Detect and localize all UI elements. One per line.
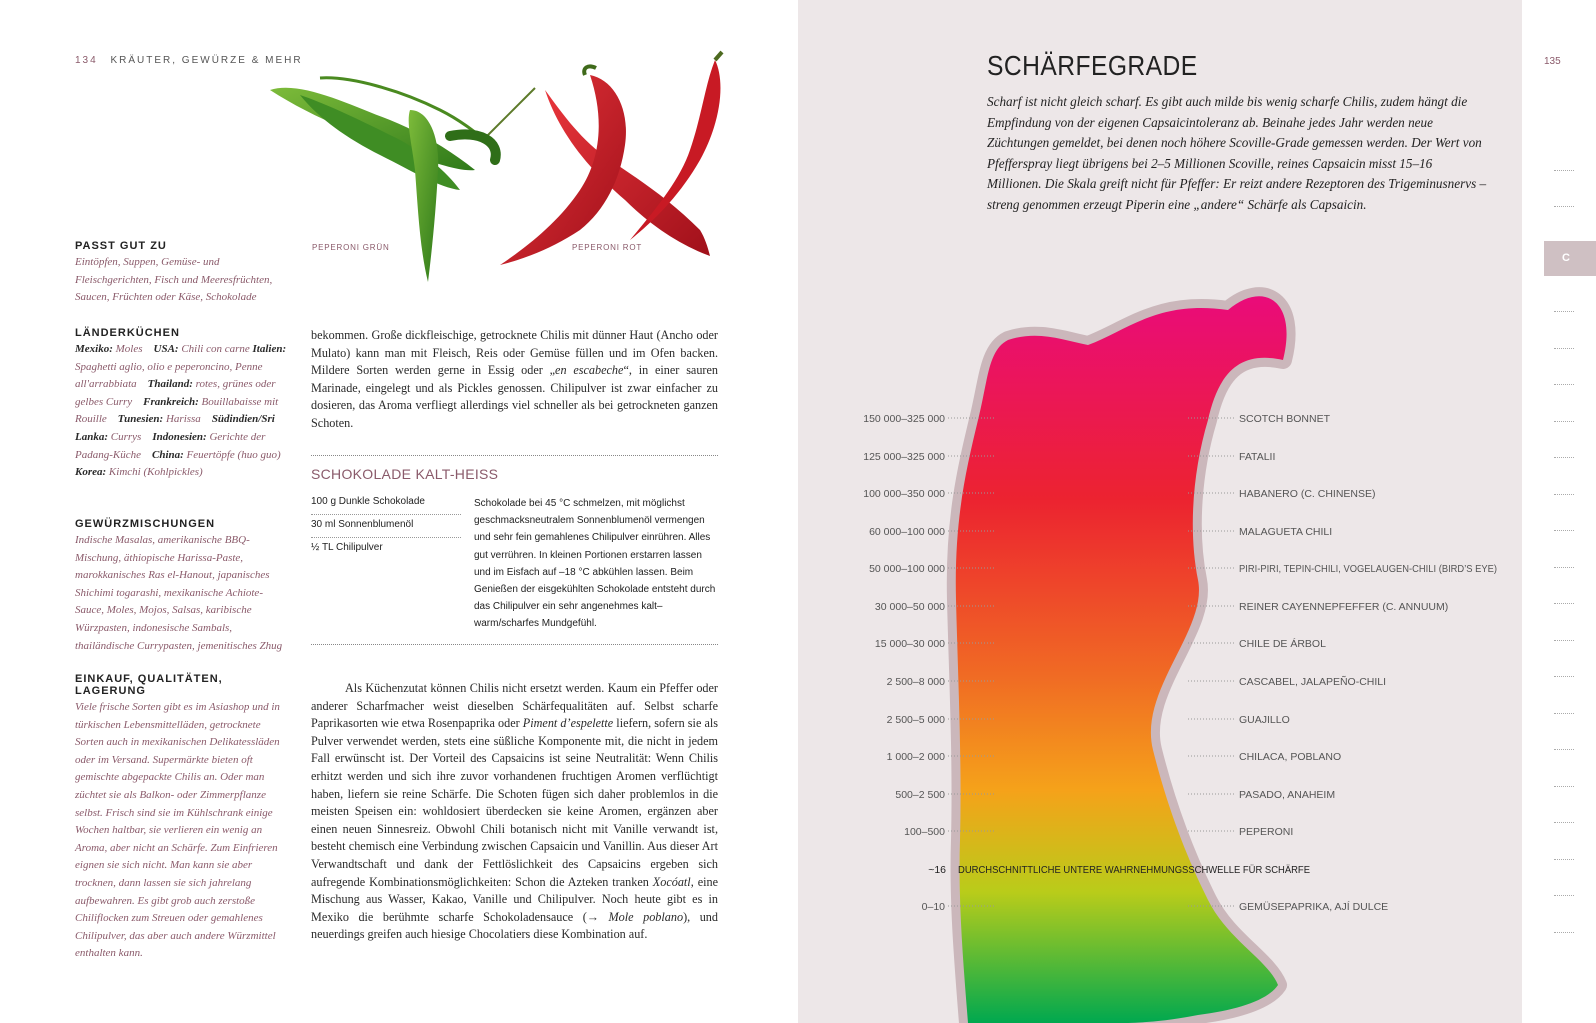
chili-variety-label: CASCABEL, JALAPEÑO-CHILI: [1239, 676, 1387, 688]
peppers-photo: [260, 50, 780, 290]
passt-body: Eintöpfen, Suppen, Gemüse- und Fleischgerichten, Fisch und Meeresfrüchten, Saucen, Früchten oder Käse, Schokolade: [75, 256, 273, 304]
laender-dish: Spaghetti aglio, olio e peperoncino, Penne all'arrabbiata: [75, 360, 263, 391]
ingredient-list: [311, 492, 461, 560]
thumb-index-tick: [1554, 567, 1574, 568]
chili-variety-label: PEPERONI: [1239, 826, 1294, 838]
right-margin: [1522, 0, 1596, 1023]
para2-text-b: liefern, sofern sie als Pulver verwendet werden, stets eine süßliche Komponente mit, die nicht in jedem Fall erwünscht ist. Der Vorteil des Capsaicins ist seine Neutralität: Wenn Chilis erhitzt werden und sich ihre zuvor vorhandenen fruchtigen Aromen verflüchtigt haben, liefern sie reine Schärfe. Die Schoten fügen sich daher problemlos in die meisten Speisen ein: wohldosiert überdecken sie keine Aromen, ergänzen aber einen neuen Sinnesreiz. Obwohl Chili botanisch nicht mit Vanille verwandt ist, besteht chemisch eine Verbindung zwischen Capsaicin und Vanillin. Aus dieser Art Verwandtschaft und dank der Fettlöslichkeit des Capsaicins ergeben sich aufregende Kombinationsmöglichkeiten: Schon die Azteken tranken: [311, 716, 718, 889]
scoville-range-label: 30 000–50 000: [874, 601, 945, 613]
intro-text: Scharf ist nicht gleich scharf. Es gibt auch milde bis wenig scharfe Chilis, zudem hängt die Empfindung von der eigenen Capsaicintoleranz ab. Beinahe jedes Jahr werden neue Züchtungen gemeldet, bei denen noch höhere Scoville-Grade gemessen werden. Der Wert von Pfefferspray liegt übrigens bei 2–5 Millionen Scoville, reines Capsaicin misst 15–16 Millionen. Die Skala greift nicht für Pfeffer: Er reizt andere Rezeptoren des Trigeminusnervs – streng genommen erzeugt Piperin eine „andere“ Schärfe als Capsaicin.: [987, 94, 1487, 212]
divider-bottom: [311, 644, 718, 645]
page-number-left: 134: [75, 55, 98, 66]
para1-text-a: bekommen. Große dickfleischige, getrocknete Chilis mit dünner Haut (Ancho oder Mulato) kann man mit Fleisch, Reis oder Gemüse füllen und im Ofen backen. Mildere Sorten werden gerne in Essig oder „: [311, 328, 718, 378]
chili-variety-label: PASADO, ANAHEIM: [1239, 789, 1336, 801]
thumb-index-tick: [1554, 530, 1574, 531]
para1-italic: en escabeche: [555, 363, 624, 378]
laender-body: [75, 341, 290, 482]
scoville-range-label: 0–10: [921, 901, 945, 913]
scoville-range-label: 150 000–325 000: [863, 413, 945, 425]
chili-silhouette-icon: [956, 296, 1287, 1023]
laender-region: Frankreich:: [143, 395, 199, 408]
laender-region: Indonesien:: [152, 430, 207, 443]
laender-dish: Gerichte der Padang-Küche: [75, 430, 266, 461]
recipe-text: Schokolade bei 45 °C schmelzen, mit möglichst geschmacksneutralem Sonnenblumenöl vermengen und sehr fein gemahlenes Chilipulver einrühren. Alles gut verrühren. In kleinen Portionen erstarren lassen und im Eisfach auf –18 °C abkühlen lassen. Beim Genießen der eisgekühlten Schokolade entsteht durch das Chilipulver ein sehr angenehmes kalt–warm/scharfes Mundgefühl.: [474, 498, 716, 630]
chapter-tab[interactable]: C: [1544, 241, 1596, 276]
scoville-chart: [798, 0, 1522, 1023]
thumb-index-tick: [1554, 421, 1574, 422]
body-paragraph-2: [311, 680, 718, 944]
scoville-range-label: 125 000–325 000: [863, 451, 945, 463]
photo-label-green: PEPERONI GRÜN: [312, 243, 390, 252]
chili-variety-label: DURCHSCHNITTLICHE UNTERE WAHRNEHMUNGSSCHWELLE FÜR SCHÄRFE: [958, 864, 1310, 876]
thumb-index-tick: [1554, 494, 1574, 495]
laender-title: LÄNDERKÜCHEN: [75, 327, 180, 339]
laender-dish: Moles: [115, 343, 143, 355]
sidebar-laender: [75, 327, 290, 482]
laender-dish: Feuertöpfe (huo guo): [186, 448, 281, 461]
red-pepper-icon: [500, 52, 722, 265]
gewuerz-body: Indische Masalas, amerikanische BBQ-Mischung, äthiopische Harissa-Paste, marokkanisches Ras el-Hanout, japanisches Shichimi togarashi, mexikanische Achiote-Sauce, Moles, Mojos, Salsas, karibische Würzpasten, indonesische Sambals, thailändische Currypasten, jemenitisches Zhug: [75, 534, 283, 652]
thumb-index-tick: [1554, 311, 1574, 312]
para2-text-a: Als Küchenzutat können Chilis nicht ersetzt werden. Kaum ein Pfeffer oder anderer Scharfmacher weist dieselben Schärfequalitäten auf. Selbst scharfe Paprikasorten wie etwa Rosenpaprika oder: [311, 681, 718, 731]
para1-text-b: “, in einer sauren Marinade, eingelegt und als Pickles genossen. Chilipulver ist zwar einfacher zu dosieren, das Aroma verfliegt allerdings viel schneller als bei getrockneten ganzen Schoten.: [311, 363, 718, 430]
para2-text-c: , eine Mischung aus Wasser, Kakao, Vanille und Chilipulver. Noch heute gibt es in Mexiko die berühmte scharfe Schokoladensauce (: [311, 874, 718, 924]
laender-region: Tunesien:: [117, 413, 164, 426]
laender-region: Korea:: [75, 466, 107, 479]
chili-variety-label: CHILE DE ÁRBOL: [1239, 638, 1326, 650]
chili-variety-label: FATALII: [1239, 451, 1276, 463]
laender-dish: Chili con carne: [181, 343, 250, 355]
ingredient-item: 100 g Dunkle Schokolade: [311, 492, 461, 515]
laender-region: USA:: [153, 343, 179, 355]
scoville-range-label: 500–2 500: [895, 789, 945, 801]
laender-dish: Kimchi (Kohlpickles): [108, 466, 203, 479]
green-pepper-icon: [270, 78, 535, 282]
ingredient-item: ½ TL Chilipulver: [311, 542, 383, 553]
chili-variety-label: CHILACA, POBLANO: [1239, 751, 1342, 763]
scoville-range-label: 60 000–100 000: [869, 526, 945, 538]
thumb-index-tick: [1554, 676, 1574, 677]
thumb-index-tick: [1554, 170, 1574, 171]
laender-region: Thailand:: [147, 378, 193, 391]
thumb-index-tick: [1554, 822, 1574, 823]
scoville-range-label: 15 000–30 000: [874, 638, 945, 650]
sidebar-gewuerz: [75, 518, 290, 655]
thumb-index-tick: [1554, 457, 1574, 458]
page-number-right: 135: [1544, 56, 1561, 67]
para2-italic-3: Mole poblano: [608, 909, 684, 924]
para2-text-d: ), und neuerdings greifen auch hiesige Chocolatiers diese Kombination auf.: [311, 909, 718, 942]
thumb-index-tick: [1554, 603, 1574, 604]
scoville-range-label: 100 000–350 000: [863, 488, 945, 500]
laender-dish: Harissa: [165, 413, 201, 426]
divider-top: [311, 455, 718, 456]
scoville-range-label: ~16: [928, 864, 946, 876]
chili-variety-label: MALAGUETA CHILI: [1239, 526, 1333, 538]
chili-variety-label: HABANERO (C. CHINENSE): [1239, 488, 1376, 500]
thumb-index-tick: [1554, 384, 1574, 385]
thumb-index-tick: [1554, 749, 1574, 750]
chili-variety-label: GEMÜSEPAPRIKA, AJÍ DULCE: [1239, 901, 1389, 913]
chili-variety-label: GUAJILLO: [1239, 714, 1290, 726]
chili-variety-label: PIRI-PIRI, TEPIN-CHILI, VOGELAUGEN-CHILI (BIRD’S EYE): [1239, 563, 1497, 575]
thumb-index-tick: [1554, 859, 1574, 860]
gewuerz-title: GEWÜRZMISCHUNGEN: [75, 518, 216, 530]
thumb-index-tick: [1554, 348, 1574, 349]
arrow-icon: →: [586, 909, 609, 924]
photo-label-red: PEPERONI ROT: [572, 243, 643, 252]
thumb-index-tick: [1554, 640, 1574, 641]
thumb-index-tick: [1554, 932, 1574, 933]
laender-dish: rotes, grünes oder gelbes Curry: [75, 378, 276, 408]
scoville-range-label: 2 500–5 000: [886, 714, 945, 726]
einkauf-title: EINKAUF, QUALITÄTEN, LAGERUNG: [75, 673, 223, 697]
sidebar-einkauf: [75, 673, 290, 963]
thumb-index-tick: [1554, 895, 1574, 896]
thumb-index-tick: [1554, 206, 1574, 207]
passt-title: PASST GUT ZU: [75, 240, 167, 252]
body-paragraph-1: [311, 327, 718, 433]
sidebar-passt: [75, 240, 290, 307]
chili-variety-label: SCOTCH BONNET: [1239, 413, 1331, 425]
recipe-title: SCHOKOLADE KALT-HEISS: [311, 466, 499, 482]
thumb-index-tick: [1554, 713, 1574, 714]
laender-dish: Bouillabaisse mit Rouille: [75, 395, 279, 426]
page-title: SCHÄRFEGRADE: [987, 50, 1198, 81]
ingredient-item: 30 ml Sonnenblumenöl: [311, 515, 461, 538]
scoville-range-label: 100–500: [904, 826, 945, 838]
running-head-text: KRÄUTER, GEWÜRZE & MEHR: [110, 55, 303, 66]
scoville-range-label: 2 500–8 000: [886, 676, 945, 688]
para2-italic-2: Xocóatl: [652, 874, 691, 889]
chili-variety-label: REINER CAYENNEPFEFFER (C. ANNUUM): [1239, 601, 1449, 613]
laender-region: Mexiko:: [75, 343, 113, 355]
scoville-range-label: 1 000–2 000: [886, 751, 945, 763]
thumb-index-tick: [1554, 786, 1574, 787]
scoville-range-label: 50 000–100 000: [869, 563, 945, 575]
einkauf-body: Viele frische Sorten gibt es im Asiashop und in türkischen Lebensmittelläden, getrocknete Sorten auch in mexikanischen Delikatessläden oder im Versand. Supermärkte bieten oft gemischte abgepackte Chilis an. Oder man züchtet sie als Balkon- oder Zimmerpflanze selbst. Frisch sind sie im Kühlschrank einige Wochen haltbar, sie verlieren ein wenig an Aroma, aber nicht an Schärfe. Zum Einfrieren eignen sie sich nicht. Man kann sie aber trocknen, dann lassen sie sich jahrelang aufbewahren. Es gibt grob auch zerstoße Chiliflocken zum Streuen oder gemahlenes Chilipulver, das aber auch andere Würzmittel enthalten kann.: [75, 701, 280, 960]
laender-region: Italien:: [252, 343, 287, 355]
para2-italic-1: Piment d’espelette: [522, 716, 614, 731]
laender-region: Südindien/Sri Lanka:: [75, 413, 275, 443]
laender-dish: Currys: [110, 430, 142, 443]
laender-region: China:: [151, 448, 184, 461]
